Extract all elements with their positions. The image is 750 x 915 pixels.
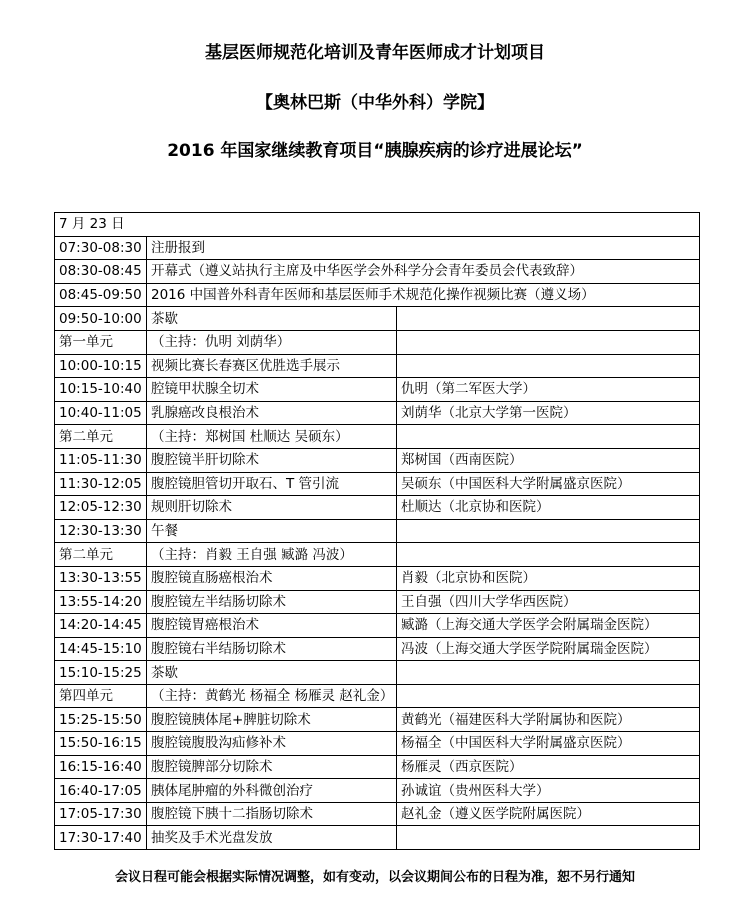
schedule-row [55,708,700,732]
row-speaker [397,826,700,850]
schedule-body [55,213,700,850]
row-time: 第四单元 [55,684,147,708]
row-time: 10:00-10:15 [55,354,147,378]
row-time: 08:45-09:50 [55,283,147,307]
row-speaker: 杜顺达（北京协和医院） [397,496,700,520]
row-time: 13:30-13:55 [55,566,147,590]
row-topic: （主持：肖毅 王自强 臧潞 冯波） [147,543,397,567]
row-speaker [397,543,700,567]
row-speaker: 王自强（四川大学华西医院） [397,590,700,614]
schedule-row [55,543,700,567]
row-topic: 茶歇 [147,661,397,685]
schedule-row [55,566,700,590]
row-time: 第二单元 [55,543,147,567]
schedule-row [55,354,700,378]
schedule-row [55,307,700,331]
row-topic: 腹腔镜脾部分切除术 [147,755,397,779]
row-topic: 乳腺癌改良根治术 [147,401,397,425]
row-speaker [397,519,700,543]
row-topic: 茶歇 [147,307,397,331]
schedule-row [55,330,700,354]
schedule-row [55,614,700,638]
row-time: 15:50-16:15 [55,732,147,756]
row-speaker: 仇明（第二军医大学） [397,378,700,402]
schedule-row [55,496,700,520]
schedule-row [55,378,700,402]
row-speaker [397,684,700,708]
row-topic: 抽奖及手术光盘发放 [147,826,397,850]
row-topic: 注册报到 [147,236,700,260]
schedule-row [55,472,700,496]
row-speaker: 杨福全（中国医科大学附属盛京医院） [397,732,700,756]
schedule-row [55,755,700,779]
schedule-row [55,684,700,708]
schedule-row [55,448,700,472]
schedule-row [55,779,700,803]
schedule-row [55,802,700,826]
row-time: 15:10-15:25 [55,661,147,685]
row-time: 12:05-12:30 [55,496,147,520]
row-time: 11:30-12:05 [55,472,147,496]
row-time: 09:50-10:00 [55,307,147,331]
schedule-table [54,212,700,850]
row-time: 11:05-11:30 [55,448,147,472]
row-topic: 腹腔镜右半结肠切除术 [147,637,397,661]
row-topic: 腹腔镜胃癌根治术 [147,614,397,638]
program-name: 2016 年国家继续教育项目“胰腺疾病的诊疗进展论坛” [167,141,583,161]
schedule-row [55,637,700,661]
row-speaker: 臧潞（上海交通大学医学会附属瑞金医院） [397,614,700,638]
row-time: 13:55-14:20 [55,590,147,614]
row-time: 10:15-10:40 [55,378,147,402]
row-topic: 胰体尾肿瘤的外科微创治疗 [147,779,397,803]
row-time: 17:05-17:30 [55,802,147,826]
row-topic: 腔镜甲状腺全切术 [147,378,397,402]
row-time: 15:25-15:50 [55,708,147,732]
row-time: 第二单元 [55,425,147,449]
row-topic: 午餐 [147,519,397,543]
schedule-row [55,236,700,260]
row-speaker: 刘荫华（北京大学第一医院） [397,401,700,425]
row-speaker: 黄鹤光（福建医科大学附属协和医院） [397,708,700,732]
row-speaker: 肖毅（北京协和医院） [397,566,700,590]
row-speaker: 吴硕东（中国医科大学附属盛京医院） [397,472,700,496]
row-speaker [397,661,700,685]
schedule-row [55,425,700,449]
row-speaker: 郑树国（西南医院） [397,448,700,472]
row-topic: 开幕式（遵义站执行主席及中华医学会外科学分会青年委员会代表致辞） [147,260,700,284]
row-speaker [397,330,700,354]
row-topic: 腹腔镜半肝切除术 [147,448,397,472]
row-topic: 视频比赛长春赛区优胜选手展示 [147,354,397,378]
footer-note: 会议日程可能会根据实际情况调整，如有变动，以会议期间公布的日程为准，恕不另行通知 [114,870,635,885]
row-time: 16:40-17:05 [55,779,147,803]
row-topic: 腹腔镜腹股沟疝修补术 [147,732,397,756]
row-topic: （主持：仇明 刘荫华） [147,330,397,354]
academy-name: 【奥林巴斯（中华外科）学院】 [256,93,494,113]
row-topic: 腹腔镜胰体尾+脾脏切除术 [147,708,397,732]
row-time: 17:30-17:40 [55,826,147,850]
schedule-row [55,401,700,425]
row-topic: 腹腔镜下胰十二指肠切除术 [147,802,397,826]
row-time: 第一单元 [55,330,147,354]
row-speaker [397,307,700,331]
row-topic: （主持：郑树国 杜顺达 吴硕东） [147,425,397,449]
row-time: 14:20-14:45 [55,614,147,638]
row-speaker [397,354,700,378]
row-topic: 腹腔镜直肠癌根治术 [147,566,397,590]
row-time: 16:15-16:40 [55,755,147,779]
row-topic: 腹腔镜左半结肠切除术 [147,590,397,614]
row-topic: 2016 中国普外科青年医师和基层医师手术规范化操作视频比赛（遵义场） [147,283,700,307]
row-speaker: 冯波（上海交通大学医学院附属瑞金医院） [397,637,700,661]
schedule-row [55,826,700,850]
row-speaker: 孙诚谊（贵州医科大学） [397,779,700,803]
schedule-row [55,260,700,284]
row-time: 10:40-11:05 [55,401,147,425]
row-time: 08:30-08:45 [55,260,147,284]
schedule-date: 7 月 23 日 [55,213,700,237]
row-topic: 规则肝切除术 [147,496,397,520]
schedule-row [55,519,700,543]
row-speaker: 赵礼金（遵义医学院附属医院） [397,802,700,826]
row-topic: （主持：黄鹤光 杨福全 杨雁灵 赵礼金） [147,684,397,708]
row-speaker: 杨雁灵（西京医院） [397,755,700,779]
schedule-row [55,732,700,756]
schedule-row [55,283,700,307]
schedule-row [55,590,700,614]
row-time: 12:30-13:30 [55,519,147,543]
schedule-row [55,661,700,685]
row-time: 14:45-15:10 [55,637,147,661]
row-speaker [397,425,700,449]
document-title: 基层医师规范化培训及青年医师成才计划项目 [205,43,545,63]
date-row [55,213,700,237]
row-topic: 腹腔镜胆管切开取石、T 管引流 [147,472,397,496]
row-time: 07:30-08:30 [55,236,147,260]
